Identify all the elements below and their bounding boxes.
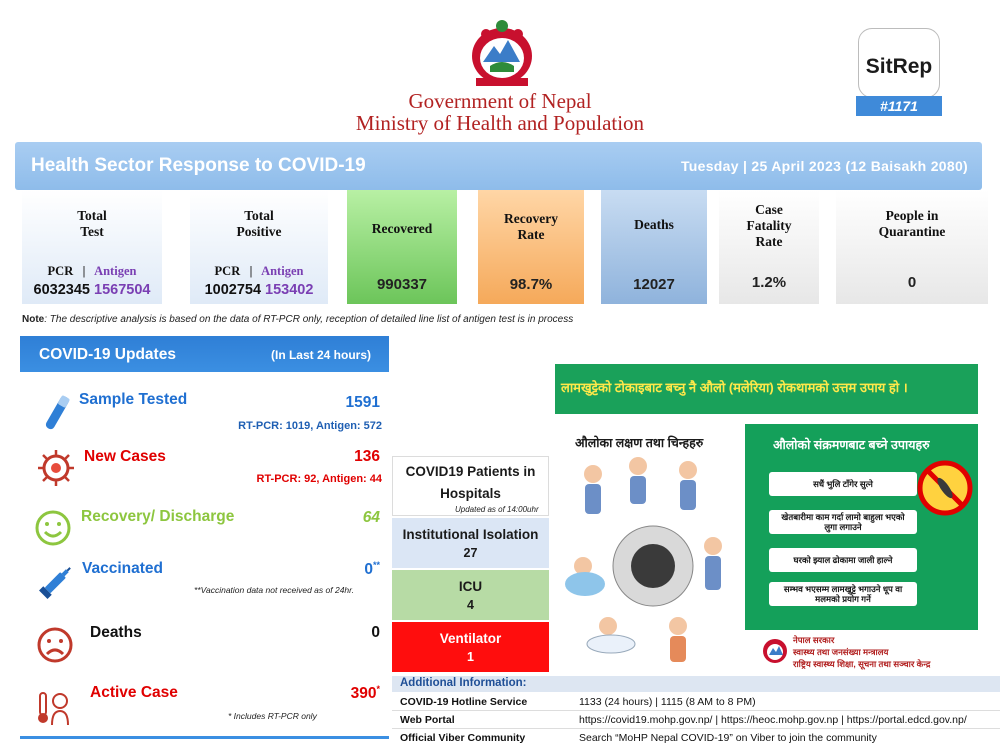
active-case-value: 390 [350, 685, 377, 703]
total-test-sub [22, 264, 162, 279]
additional-info-header [392, 676, 1000, 692]
banner-title: Health Sector Response to COVID-19 [31, 155, 366, 176]
quarantine-value: 0 [907, 274, 917, 291]
prevention-panel [745, 424, 978, 630]
banner-date: Tuesday | 25 April 2023 (12 Baisakh 2080) [680, 158, 968, 174]
symptoms-illustration [563, 456, 743, 666]
ministry-name: Ministry of Health and Population [355, 111, 645, 135]
antigen-label: Antigen [261, 264, 304, 278]
total-test-title [22, 208, 162, 240]
sitrep-badge [858, 28, 940, 98]
updates-title: COVID-19 Updates [39, 346, 176, 363]
active-case-footnote-mark: * [376, 684, 380, 694]
deaths-label: Deaths [90, 624, 142, 641]
icu-box [392, 570, 549, 620]
updates-header [20, 336, 389, 372]
quarantine-title [836, 208, 988, 240]
total-positive-card [190, 190, 328, 304]
total-positive-line2: Positive [236, 224, 282, 239]
total-test-line1: Total [77, 208, 107, 223]
sample-tested-value: 1591 [345, 394, 380, 411]
prevention-tip-2: खेतबारीमा काम गर्दा लामो बाहुला भएको लुगा लगाउने [769, 510, 917, 534]
government-name: Government of Nepal [408, 89, 592, 113]
pcr-label: PCR [214, 264, 241, 278]
recovered-value: 990337 [376, 276, 428, 293]
cfr-line1: Case [755, 202, 783, 217]
ventilator-label: Ventilator [439, 631, 502, 646]
prevention-title: औलोको संक्रमणबाट बच्ने उपायहरु [773, 438, 930, 452]
title-banner [15, 142, 982, 190]
recovery-rate-value: 98.7% [509, 276, 553, 293]
quarantine-line2: Quarantine [878, 224, 946, 239]
total-positive-title [190, 208, 328, 240]
icu-value: 4 [467, 598, 474, 612]
separator: | [82, 264, 86, 278]
prevention-tip-4: सम्भव भएसम्म लामखुट्टे भगाउने धूप वा मलमको प्रयोग गर्ने [769, 582, 917, 606]
virus-icon [36, 448, 76, 488]
isolation-box [392, 518, 549, 568]
info-row-hotline [392, 693, 1000, 711]
hospital-title-line1: COVID19 Patients in [405, 464, 536, 479]
vaccinated-label: Vaccinated [82, 560, 163, 577]
deaths-title: Deaths [634, 217, 674, 232]
smile-icon [33, 508, 73, 548]
updates-subtitle: (In Last 24 hours) [270, 348, 371, 362]
nepal-emblem-small-icon [761, 636, 789, 666]
total-test-antigen: 1567504 [94, 282, 151, 298]
government-title [300, 90, 700, 134]
note-label: Note [22, 314, 45, 325]
ventilator-value: 1 [467, 650, 474, 664]
recovery-rate-title [478, 211, 584, 243]
info-row-viber [392, 729, 1000, 747]
vaccinated-footnote-mark: ** [372, 560, 380, 570]
recovery-value: 64 [362, 509, 380, 526]
info-row-web-portal [392, 711, 1000, 729]
new-cases-detail: RT-PCR: 92, Antigen: 44 [256, 473, 382, 485]
prevention-tip-3: घरको झ्याल ढोकामा जाली हाल्ने [769, 548, 917, 572]
nepal-emblem-icon [456, 12, 548, 90]
note-text: : The descriptive analysis is based on the data of RT-PCR only, reception of detailed line list of antigen test is in process [44, 314, 574, 325]
analysis-note [22, 314, 573, 325]
vaccinated-value: 0 [364, 561, 373, 579]
quarantine-line1: People in [885, 208, 939, 223]
poster-footer [793, 634, 930, 670]
updates-bottom-rule [20, 736, 389, 739]
total-positive-values [194, 282, 324, 298]
ventilator-box [392, 622, 549, 672]
isolation-label: Institutional Isolation [402, 527, 539, 542]
poster-footer-line3: राष्ट्रिय स्वास्थ्य शिक्षा, सूचना तथा सञ्चार केन्द्र [793, 659, 931, 669]
total-test-card [22, 190, 162, 304]
total-positive-pcr: 1002754 [204, 282, 262, 298]
poster-footer-line2: स्वास्थ्य तथा जनसंख्या मन्त्रालय [793, 647, 889, 657]
poster-headline-bar [555, 364, 978, 414]
sample-tested-detail: RT-PCR: 1019, Antigen: 572 [238, 420, 382, 432]
malaria-poster [555, 364, 978, 672]
isolation-value: 27 [463, 546, 478, 560]
recovery-rate-line1: Recovery [504, 211, 558, 226]
total-positive-sub [190, 264, 328, 279]
vaccinated-note: **Vaccination data not received as of 24hr. [194, 585, 355, 595]
sad-face-icon [35, 625, 75, 665]
info-key: COVID-19 Hotline Service [400, 696, 528, 708]
antigen-label: Antigen [94, 264, 137, 278]
total-test-line2: Test [80, 224, 104, 239]
pcr-label: PCR [47, 264, 74, 278]
thermometer-icon [34, 687, 74, 727]
cfr-line2: Fatality [746, 218, 792, 233]
cfr-line3: Rate [755, 234, 783, 249]
info-value: Search “MoHP Nepal COVID-19” on Viber to join the community [579, 732, 877, 744]
deaths-card [601, 190, 707, 304]
sitrep-label: SitRep [865, 55, 933, 78]
icu-label: ICU [458, 579, 483, 594]
active-case-note: * Includes RT-PCR only [228, 711, 317, 721]
poster-footer-line1: नेपाल सरकार [793, 635, 835, 645]
new-cases-value: 136 [354, 448, 380, 465]
hospital-updated: Updated as of 14:00uhr [455, 505, 539, 514]
info-key: Web Portal [400, 714, 455, 726]
web-portal-links[interactable]: https://covid19.mohp.gov.np/ | https://heoc.mohp.gov.np | https://portal.edcd.gov.np/ [579, 714, 967, 726]
deaths-value: 12027 [633, 276, 675, 293]
hospital-title [393, 461, 548, 505]
recovered-card [347, 190, 457, 304]
recovered-title: Recovered [371, 221, 433, 236]
recovery-rate-card [478, 190, 584, 304]
total-test-values [26, 282, 158, 298]
active-case-label: Active Case [90, 684, 178, 701]
total-positive-line1: Total [244, 208, 274, 223]
symptoms-title: औलोका लक्षण तथा चिन्हहरु [575, 436, 704, 450]
info-key: Official Viber Community [400, 732, 526, 744]
syringe-icon [36, 562, 76, 602]
case-fatality-card [719, 190, 819, 304]
quarantine-card [836, 190, 988, 304]
test-tube-icon [36, 392, 76, 432]
recovery-rate-line2: Rate [517, 227, 545, 242]
cfr-title [719, 202, 819, 250]
deaths-value: 0 [371, 624, 380, 641]
total-test-pcr: 6032345 [33, 282, 90, 298]
info-value: 1133 (24 hours) | 1115 (8 AM to 8 PM) [579, 696, 756, 708]
prevention-tip-1: सधैं भुलि टाँगेर सुत्ने [769, 472, 917, 496]
mosquito-icon [917, 460, 973, 516]
sitrep-number: #1171 [856, 96, 942, 116]
cfr-value: 1.2% [751, 274, 787, 291]
active-case-value-group [351, 684, 380, 703]
recovery-label: Recovery/ Discharge [81, 508, 235, 525]
separator: | [249, 264, 253, 278]
poster-headline: लामखुट्टेको टोकाइबाट बच्नु नै औलो (मलेरिया) रोकथामको उत्तम उपाय हो । [561, 380, 908, 395]
additional-info-title: Additional Information: [400, 677, 527, 689]
hospital-title-line2: Hospitals [440, 486, 501, 501]
vaccinated-value-group [364, 560, 380, 579]
total-positive-antigen: 153402 [265, 282, 314, 298]
sample-tested-label: Sample Tested [79, 391, 188, 408]
new-cases-label: New Cases [84, 448, 166, 465]
